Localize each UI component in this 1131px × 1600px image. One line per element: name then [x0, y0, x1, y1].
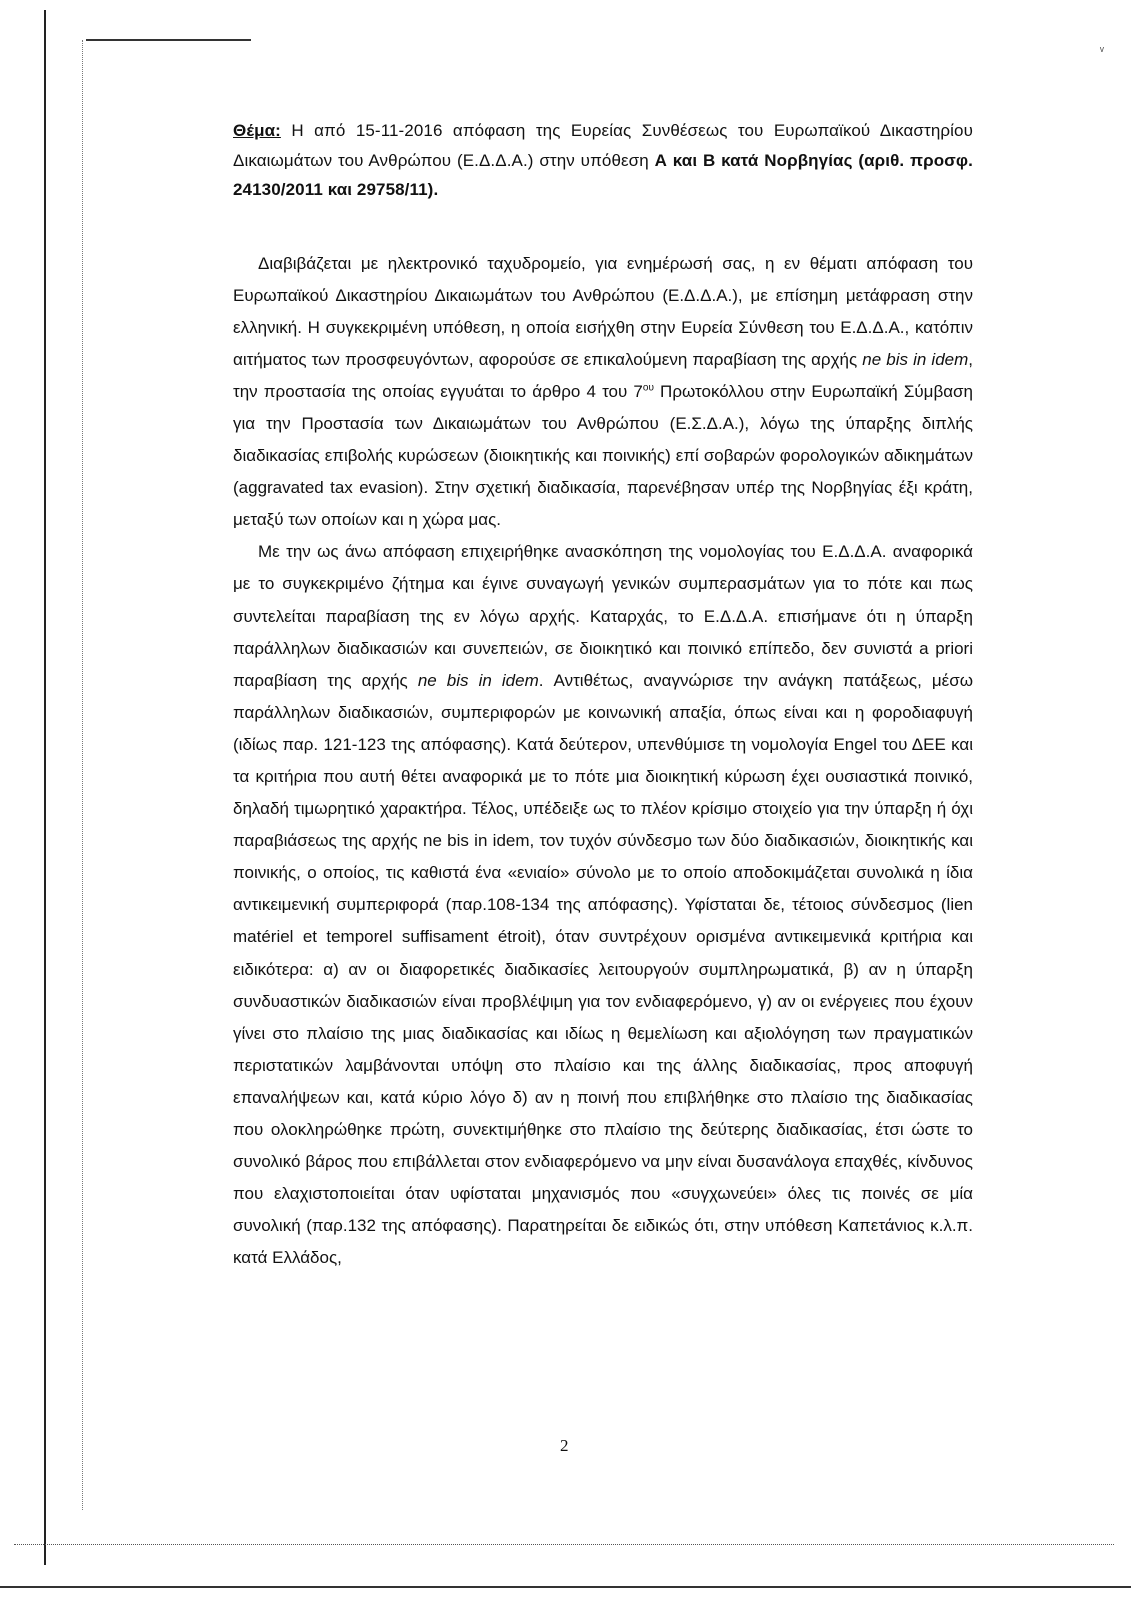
paragraph-1-text-c: Πρωτοκόλλου στην Ευρωπαϊκή Σύμβαση για την Προστασία των Δικαιωμάτων του Ανθρώπου (Ε.Σ.Δ.Α.), λόγω της ύπαρξης διπλής διαδικασίας επιβολής κυρώσεων (διοικητικής και ποινικής) επί σοβαρών φορολογικών αδικημάτων (aggravated tax evasion). Στην σχετική διαδικασία, παρενέβησαν υπέρ της Νορβηγίας έξι κράτη, μεταξύ των οποίων και η χώρα μας. [233, 381, 973, 530]
paragraph-1 [233, 248, 973, 537]
paragraph-2-italic: ne bis in idem [417, 670, 539, 690]
page-number: 2 [560, 1436, 569, 1455]
paragraph-2 [233, 536, 973, 1274]
scan-border-bottom [0, 1586, 1131, 1588]
paragraph-2-text-b: . Αντιθέτως, αναγνώρισε την ανάγκη πατάξεως, μέσω παράλληλων διαδικασιών, συμπεριφορών με κοινωνική απαξία, όπως είναι και η φοροδιαφυγή (ιδίως παρ. 121-123 της απόφασης). Κατά δεύτερον, υπενθύμισε τη νομολογία Engel του ΔΕΕ και τα κριτήρια που αυτή θέτει αναφορικά με το πότε μια διοικητική κύρωση έχει ουσιαστικά ποινικό, δηλαδή τιμωρητικό χαρακτήρα. Τέλος, υπέδειξε ως το πλέον κρίσιμο στοιχείο για την ύπαρξη ή όχι παραβιάσεως της αρχής ne bis in idem, τον τυχόν σύνδεσμο των δύο διαδικασιών, διοικητικής και ποινικής, ο οποίος, τις καθιστά ένα «ενιαίο» σύνολο με το οποίο αποδοκιμάζεται συνολικά η ίδια αντικειμενική συμπεριφορά (παρ.108-134 της απόφασης). Υφίσταται δε, τέτοιος σύνδεσμος (lien matériel et temporel suffisament étroit), όταν συντρέχουν ορισμένα αντικειμενικά κριτήρια και ειδικότερα: α) αν οι διαφορετικές διαδικασίες λειτουργούν συμπληρωματικά, β) αν η ύπαρξη συνδυαστικών διαδικασιών είναι προβλέψιμη για τον ενδιαφερόμενο, γ) αν οι ενέργειες που έχουν γίνει στο πλαίσιο της μιας διαδικασίας και ιδίως η θεμελίωση και αξιολόγηση των πραγματικών περιστατικών λαμβάνονται υπόψη στο πλαίσιο και της άλλης διαδικασίας, προς αποφυγή επαναλήψεων και, κατά κύριο λόγο δ) αν η ποινή που επιβλήθηκε στο πλαίσιο της διαδικασίας που ολοκληρώθηκε πρώτη, συνεκτιμήθηκε στο πλαίσιο της δεύτερης διαδικασίας, έτσι ώστε το συνολικό βάρος που επιβάλλεται στον ενδιαφερόμενο να μην είναι δυσανάλογα επαχθές, κίνδυνος που ελαχιστοποιείται όταν υφίσταται μηχανισμός που «συγχωνεύει» όλες τις ποινές σε μία συνολική (παρ.132 της απόφασης). Παρατηρείται δε ειδικώς ότι, στην υπόθεση Καπετάνιος κ.λ.π. κατά Ελλάδος, [233, 670, 974, 1268]
superscript: ου [642, 382, 654, 394]
paragraph-1-italic: ne bis in idem [862, 349, 969, 369]
scan-border-top [86, 39, 251, 41]
scan-border-inner [82, 40, 84, 1510]
scan-border-bottom-dotted [14, 1544, 1114, 1546]
subject-line [233, 116, 973, 205]
paragraph-1-text-b: , την προστασία της οποίας εγγυάται το άρθρο 4 του 7 [233, 349, 974, 401]
subject-text: Η από 15-11-2016 απόφαση της Ευρείας Συνθέσεως του Ευρωπαϊκού Δικαστηρίου Δικαιωμάτων του Ανθρώπου (Ε.Δ.Δ.Α.) στην υπόθεση [233, 121, 973, 170]
subject-label: Θέμα: [233, 121, 281, 140]
scan-mark: ᵥ [1100, 40, 1104, 54]
paragraph-2-text-a: Με την ως άνω απόφαση επιχειρήθηκε ανασκόπηση της νομολογίας του Ε.Δ.Δ.Α. αναφορικά με το συγκεκριμένο ζήτημα και έγινε συναγωγή γενικών συμπερασμάτων για το πότε και πως συντελείται παραβίαση της εν λόγω αρχής. Καταρχάς, το Ε.Δ.Δ.Α. επισήμανε ότι η ύπαρξη παράλληλων διαδικασιών και συνεπειών, σε διοικητικό και ποινικό επίπεδο, δεν συνιστά a priori παραβίαση της αρχής [233, 542, 973, 690]
document-page [233, 116, 973, 1275]
scan-border-left [44, 10, 46, 1565]
paragraph-1-text-a: Διαβιβάζεται με ηλεκτρονικό ταχυδρομείο, για ενημέρωσή σας, η εν θέματι απόφαση του Ευρωπαϊκού Δικαστηρίου Δικαιωμάτων του Ανθρώπου (Ε.Δ.Δ.Α.), με επίσημη μετάφραση στην ελληνική. Η συγκεκριμένη υπόθεση, η οποία εισήχθη στην Ευρεία Σύνθεση του Ε.Δ.Δ.Α., κατόπιν αιτήματος των προσφευγόντων, αφορούσε σε επικαλούμενη παραβίαση της αρχής [233, 253, 973, 369]
subject-case: Α και Β κατά Νορβηγίας (αριθ. προσφ. 24130/2011 και 29758/11). [233, 150, 973, 199]
